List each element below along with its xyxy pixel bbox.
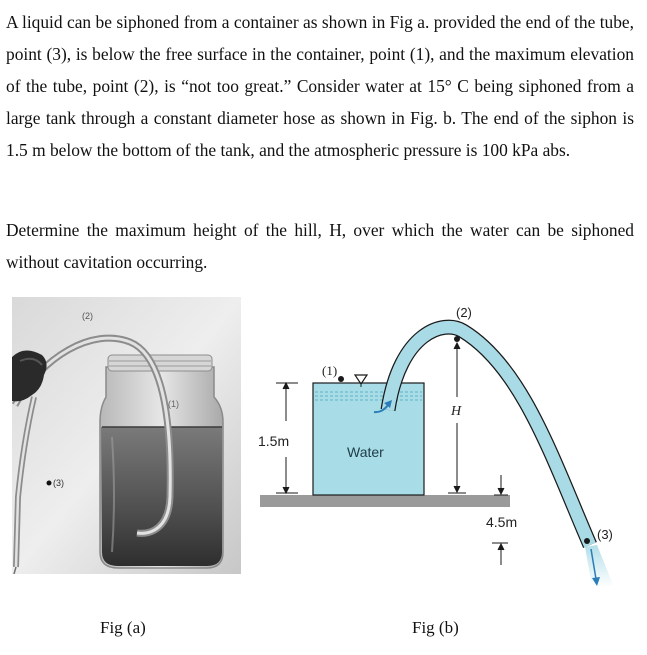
photo-label-point2: (2) xyxy=(82,311,93,321)
label-point2: (2) xyxy=(456,305,472,320)
problem-paragraph-1: A liquid can be siphoned from a container as shown in Fig a. provided the end of the tube, point (3), is below the free surface in the container, point (1), and the maximum elevation of the tube, point (2), is “not too great.” Consider water at 15° C being siphoned from a large tank through a constant diameter hose as shown in Fig. b. The end of the siphon is 1.5 m below the bottom of the tank, and the atmospheric pressure is 100 kPa abs. xyxy=(6,12,634,160)
figure-a-caption: Fig (a) xyxy=(100,618,146,637)
photo-label-point1: (1) xyxy=(168,399,179,409)
dark-liquid xyxy=(101,427,222,566)
point1-marker xyxy=(338,376,344,382)
point2-marker xyxy=(454,336,460,342)
label-drop: 4.5m xyxy=(486,514,518,530)
outlet-spray xyxy=(585,545,614,587)
figure-a-photo xyxy=(12,297,241,574)
figure-b-caption: Fig (b) xyxy=(412,618,459,637)
point3-marker xyxy=(584,538,590,544)
problem-paragraph-2: Determine the maximum height of the hill, H, over which the water can be siphoned without cavitation occurring. xyxy=(6,220,634,272)
point3-marker xyxy=(47,481,52,486)
photo-label-point3: (3) xyxy=(53,478,64,488)
label-water: Water xyxy=(347,444,384,460)
figure-b-diagram xyxy=(252,297,622,587)
label-H: H xyxy=(451,404,462,419)
label-point1: (1) xyxy=(322,363,338,378)
label-tank-height: 1.5m xyxy=(258,433,290,449)
label-point3: (3) xyxy=(597,527,613,542)
ground xyxy=(260,495,510,507)
